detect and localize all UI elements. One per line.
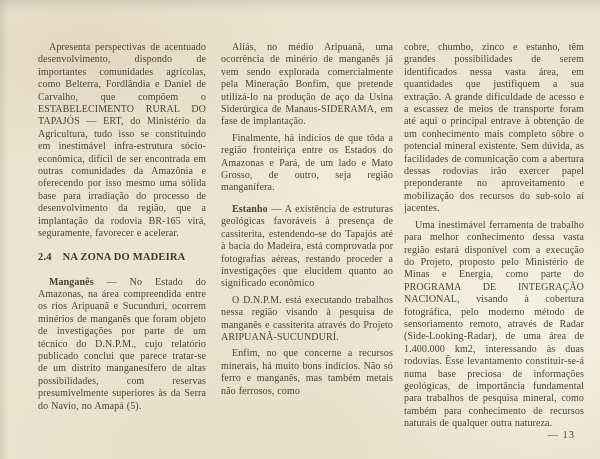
paragraph: Finalmente, há indícios de que tôda a região fronteiriça entre os Estados do Amazonas e Pará, de um lado e Mato Grosso, de outro, seja região manganífera. <box>221 132 393 194</box>
column-3 <box>404 42 584 435</box>
term-estanho: Estanho <box>232 203 268 215</box>
paragraph: Aliás, no médio Aripuanã, uma ocorrência de minério de manganês já vem sendo explorada comercialmente pela Mineração Bonfim, que pretende utilizá-lo na produção de aço da Usina Siderúrgica de Manaus-SIDERAMA, em fase de implantação. <box>221 42 393 128</box>
paragraph <box>38 277 206 413</box>
term-manganes: Manganês <box>49 276 94 288</box>
column-1 <box>38 42 206 435</box>
paragraph: Uma inestimável ferramenta de trabalho para melhor conhecimento dessa vasta região estará disponível com a execução do Projeto, proposto pelo Ministério de Minas e Energia, como parte do PROGRAMA DE INTEGRAÇÃO NACIONAL, visando à cobertura fotográfica, pelo moderno método de sensoriamento remoto, através de Radar (Side-Looking-Radar), de uma área de 1.400.000 km2, interessando às duas rodovias. Êsse levantamento constituir-se-á numa base preciosa de informações geológicas, de importância fundamental para trabalhos de pesquisa mineral, como também para conhecimento de recursos naturais de qualquer outra natureza. <box>404 219 584 430</box>
page-number: — 13 <box>547 430 575 441</box>
column-2 <box>221 42 393 435</box>
paragraph: Enfim, no que concerne a recursos minerais, há muito bons indícios. Não só ferro e manganês, mas também metais não ferrosos, como <box>221 348 393 397</box>
paragraph: Apresenta perspectivas de acentuado desenvolvimento, dispondo de importantes comunidades agrícolas, como Belterra, Fordlândia e Daniel de Carvalho, que compõem o ESTABELECIMENTO RURAL DO TAPAJÓS — ERT, do Ministério da Agricultura, tudo isso se constituindo em inestimável infra-estrutura sócio-econômica, difícil de ser encontrada em outras comunidades da Amazônia e oferecendo por isso mesmo uma sólida base para irradiação do processo de desenvolvimento da região, que a implantação da rodovia BR-165 virá, seguramente, favorecer e acelerar. <box>38 42 206 240</box>
paragraph: cobre, chumbo, zinco e estanho, têm grandes possibilidades de serem identificados nessa vasta área, em quantidades que justifiquem a sua extração. A grande dificuldade de acesso e a escassez de meios de transporte foram até aqui o principal entrave à obtenção de um conhecimento mais completo sôbre o potencial mineral existente. Sem dúvida, as facilidades de comunicação com a abertura dessas rodovias irão exercer papel preponderante no aproveitamento e mobilização dos recursos do sub-solo aí jacentes. <box>404 42 584 215</box>
section-heading <box>38 251 206 264</box>
section-title: NA ZONA DO MADEIRA <box>62 251 186 263</box>
paragraph-text: — A existência de estruturas geológicas favoráveis à presença de cassiterita, estendendo-se do Tapajós até à bacia do Madeira, está comprovada por fotografias aéreas, restando proceder a investigações que elucidem quanto ao significado econômico <box>221 203 393 290</box>
section-number: 2.4 <box>38 251 52 263</box>
paragraph <box>221 204 393 291</box>
paragraph: O D.N.P.M. está executando trabalhos nessa região visando à pesquisa de manganês e cassiterita através do Projeto ARIPUANÃ-SUCUNDURÍ. <box>221 294 393 343</box>
paragraph-text: — No Estado do Amazonas, na área compreendida entre os rios Aripuanã e Sucunduri, ocorrem minérios de manganês que foram objeto de investigações por parte de um técnico do D.N.P.M., cujo relatório publicado conclui que parece tratar-se de um distrito manganesífero de altas possibilidades, com reservas presumivelmente superiores às da Serra do Navio, no Amapá (5). <box>38 276 206 412</box>
